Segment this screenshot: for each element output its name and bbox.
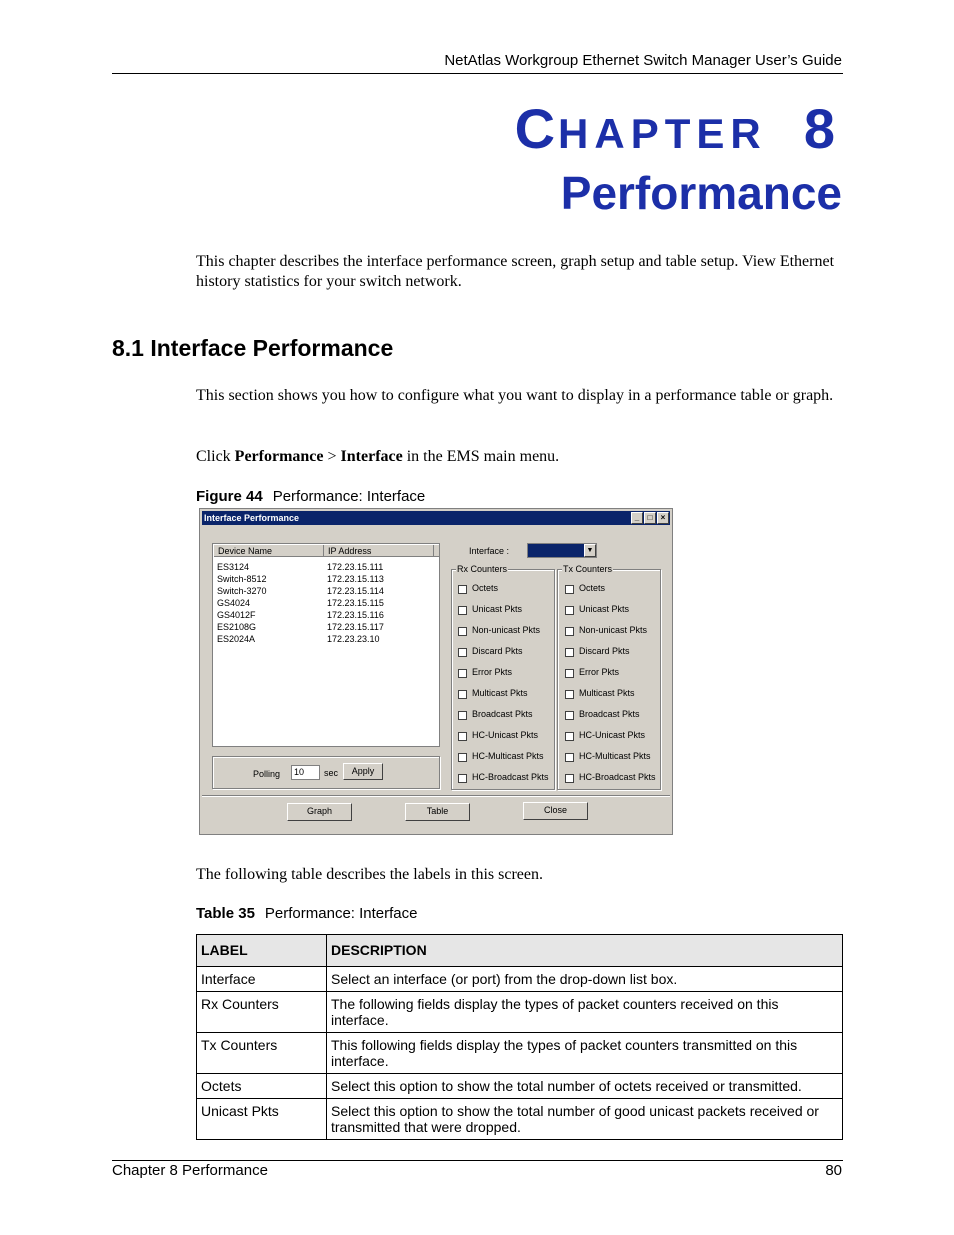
minimize-icon[interactable]: _ <box>631 512 643 524</box>
table-row <box>197 1074 843 1099</box>
rx-checkbox[interactable] <box>458 753 467 762</box>
table-caption <box>196 905 418 922</box>
row-label: Rx Counters <box>197 992 327 1033</box>
tx-checkbox[interactable] <box>565 774 574 783</box>
rx-checkbox[interactable] <box>458 648 467 657</box>
list-item[interactable]: ES2108G 172.23.15.117 <box>217 622 384 632</box>
chapter-word: HAPTER <box>558 110 767 157</box>
row-label: Interface <box>197 967 327 992</box>
row-description: The following fields display the types of packet counters received on this interface. <box>327 992 843 1033</box>
rx-checkbox[interactable] <box>458 606 467 615</box>
tx-checkbox[interactable] <box>565 669 574 678</box>
section-paragraph: This section shows you how to configure what you want to display in a performance table or graph. <box>196 387 834 404</box>
page-number: 80 <box>825 1162 842 1179</box>
tx-checkbox-label: HC-Unicast Pkts <box>579 730 646 740</box>
row-label: Unicast Pkts <box>197 1099 327 1140</box>
menu-separator: > <box>323 448 341 465</box>
rx-checkbox[interactable] <box>458 627 467 636</box>
row-description: Select an interface (or port) from the drop-down list box. <box>327 967 843 992</box>
interface-performance-dialog <box>199 508 673 835</box>
rx-checkbox-label: Multicast Pkts <box>472 688 528 698</box>
tx-checkbox[interactable] <box>565 753 574 762</box>
tx-checkbox-label: HC-Broadcast Pkts <box>579 772 656 782</box>
header-rule <box>112 73 843 74</box>
list-item[interactable]: Switch-8512 172.23.15.113 <box>217 574 384 584</box>
maximize-icon[interactable]: □ <box>644 512 656 524</box>
close-button[interactable]: Close <box>523 802 588 820</box>
list-item[interactable]: Switch-3270 172.23.15.114 <box>217 586 384 596</box>
polling-unit: sec <box>324 768 339 778</box>
tx-checkbox-label: Discard Pkts <box>579 646 630 656</box>
rx-checkbox-label: Broadcast Pkts <box>472 709 533 719</box>
rx-checkbox[interactable] <box>458 711 467 720</box>
header-label: LABEL <box>197 935 327 967</box>
row-description: Select this option to show the total number of good unicast packets received or transmitted that were dropped. <box>327 1099 843 1140</box>
list-item[interactable]: GS4012F 172.23.15.116 <box>217 610 384 620</box>
tx-checkbox[interactable] <box>565 606 574 615</box>
rx-checkbox-label: HC-Multicast Pkts <box>472 751 544 761</box>
table-header-row <box>197 935 843 967</box>
rx-checkbox-label: Error Pkts <box>472 667 513 677</box>
footer-rule <box>112 1160 843 1161</box>
tx-checkbox-label: Unicast Pkts <box>579 604 630 614</box>
description-table <box>196 934 843 1140</box>
rx-checkbox-label: HC-Broadcast Pkts <box>472 772 549 782</box>
device-list[interactable] <box>212 543 440 747</box>
click-instruction <box>196 447 559 467</box>
list-item[interactable]: ES3124 172.23.15.111 <box>217 562 384 572</box>
tx-checkbox-label: Error Pkts <box>579 667 620 677</box>
tx-checkbox-label: Multicast Pkts <box>579 688 635 698</box>
dialog-separator <box>202 795 670 797</box>
row-description: This following fields display the types of packet counters transmitted on this interface. <box>327 1033 843 1074</box>
table-row <box>197 992 843 1033</box>
table-caption-text: Performance: Interface <box>264 905 418 922</box>
menu-interface: Interface <box>340 448 403 465</box>
chapter-title: Performance <box>560 167 842 219</box>
column-header-ip-address[interactable]: IP Address <box>324 545 434 557</box>
rx-checkbox-label: Octets <box>472 583 499 593</box>
polling-panel <box>212 756 440 789</box>
chapter-number: 8 <box>803 97 838 160</box>
rx-checkbox[interactable] <box>458 690 467 699</box>
row-description: Select this option to show the total number of octets received or transmitted. <box>327 1074 843 1099</box>
row-label: Octets <box>197 1074 327 1099</box>
figure-label: Figure 44 <box>196 488 263 505</box>
footer-chapter: Chapter 8 Performance <box>112 1162 268 1179</box>
tx-checkbox-label: Octets <box>579 583 606 593</box>
table-button[interactable]: Table <box>405 803 470 821</box>
tx-checkbox[interactable] <box>565 711 574 720</box>
running-header: NetAtlas Workgroup Ethernet Switch Manager User’s Guide <box>444 52 842 69</box>
tx-counters-title: Tx Counters <box>563 564 613 574</box>
interface-dropdown[interactable] <box>527 543 597 558</box>
dialog-title: Interface Performance <box>204 513 300 523</box>
tx-checkbox[interactable] <box>565 648 574 657</box>
polling-input[interactable]: 10 <box>291 765 320 780</box>
tx-checkbox-label: Non-unicast Pkts <box>579 625 648 635</box>
interface-label: Interface : <box>469 546 510 556</box>
close-icon[interactable]: × <box>657 512 669 524</box>
header-description: DESCRIPTION <box>327 935 843 967</box>
rx-counters-title: Rx Counters <box>457 564 508 574</box>
section-heading: 8.1 Interface Performance <box>112 335 394 361</box>
tx-checkbox[interactable] <box>565 627 574 636</box>
column-header-spacer <box>434 545 440 557</box>
chapter-label <box>515 96 838 161</box>
tx-checkbox-label: Broadcast Pkts <box>579 709 640 719</box>
table-label: Table 35 <box>196 905 255 922</box>
following-text: The following table describes the labels in this screen. <box>196 866 544 883</box>
rx-checkbox-label: Unicast Pkts <box>472 604 523 614</box>
figure-caption-text: Performance: Interface <box>272 488 426 505</box>
chevron-down-icon[interactable]: ▼ <box>584 544 596 557</box>
intro-paragraph: This chapter describes the interface performance screen, graph setup and table setup. View Ethernet history statistics for your switch network. <box>196 253 835 290</box>
table-row <box>197 1033 843 1074</box>
tx-checkbox[interactable] <box>565 732 574 741</box>
menu-performance: Performance <box>234 448 324 465</box>
column-header-device-name[interactable]: Device Name <box>214 545 324 557</box>
list-item[interactable]: GS4024 172.23.15.115 <box>217 598 384 608</box>
table-row <box>197 967 843 992</box>
chapter-initial: C <box>514 97 559 160</box>
polling-label: Polling <box>253 769 281 779</box>
tx-checkbox[interactable] <box>565 585 574 594</box>
figure-caption <box>196 488 425 505</box>
tx-checkbox[interactable] <box>565 690 574 699</box>
rx-checkbox[interactable] <box>458 669 467 678</box>
tx-checkbox-label: HC-Multicast Pkts <box>579 751 651 761</box>
click-prefix: Click <box>196 448 235 465</box>
rx-checkbox-label: Discard Pkts <box>472 646 523 656</box>
table-row <box>197 1099 843 1140</box>
rx-checkbox[interactable] <box>458 732 467 741</box>
apply-button[interactable]: Apply <box>343 763 383 780</box>
list-item[interactable]: ES2024A 172.23.23.10 <box>217 634 380 644</box>
graph-button[interactable]: Graph <box>287 803 352 821</box>
click-suffix: in the EMS main menu. <box>402 448 560 465</box>
rx-checkbox[interactable] <box>458 774 467 783</box>
row-label: Tx Counters <box>197 1033 327 1074</box>
rx-checkbox-label: HC-Unicast Pkts <box>472 730 539 740</box>
dialog-title-bar <box>202 511 670 525</box>
rx-checkbox[interactable] <box>458 585 467 594</box>
rx-checkbox-label: Non-unicast Pkts <box>472 625 541 635</box>
